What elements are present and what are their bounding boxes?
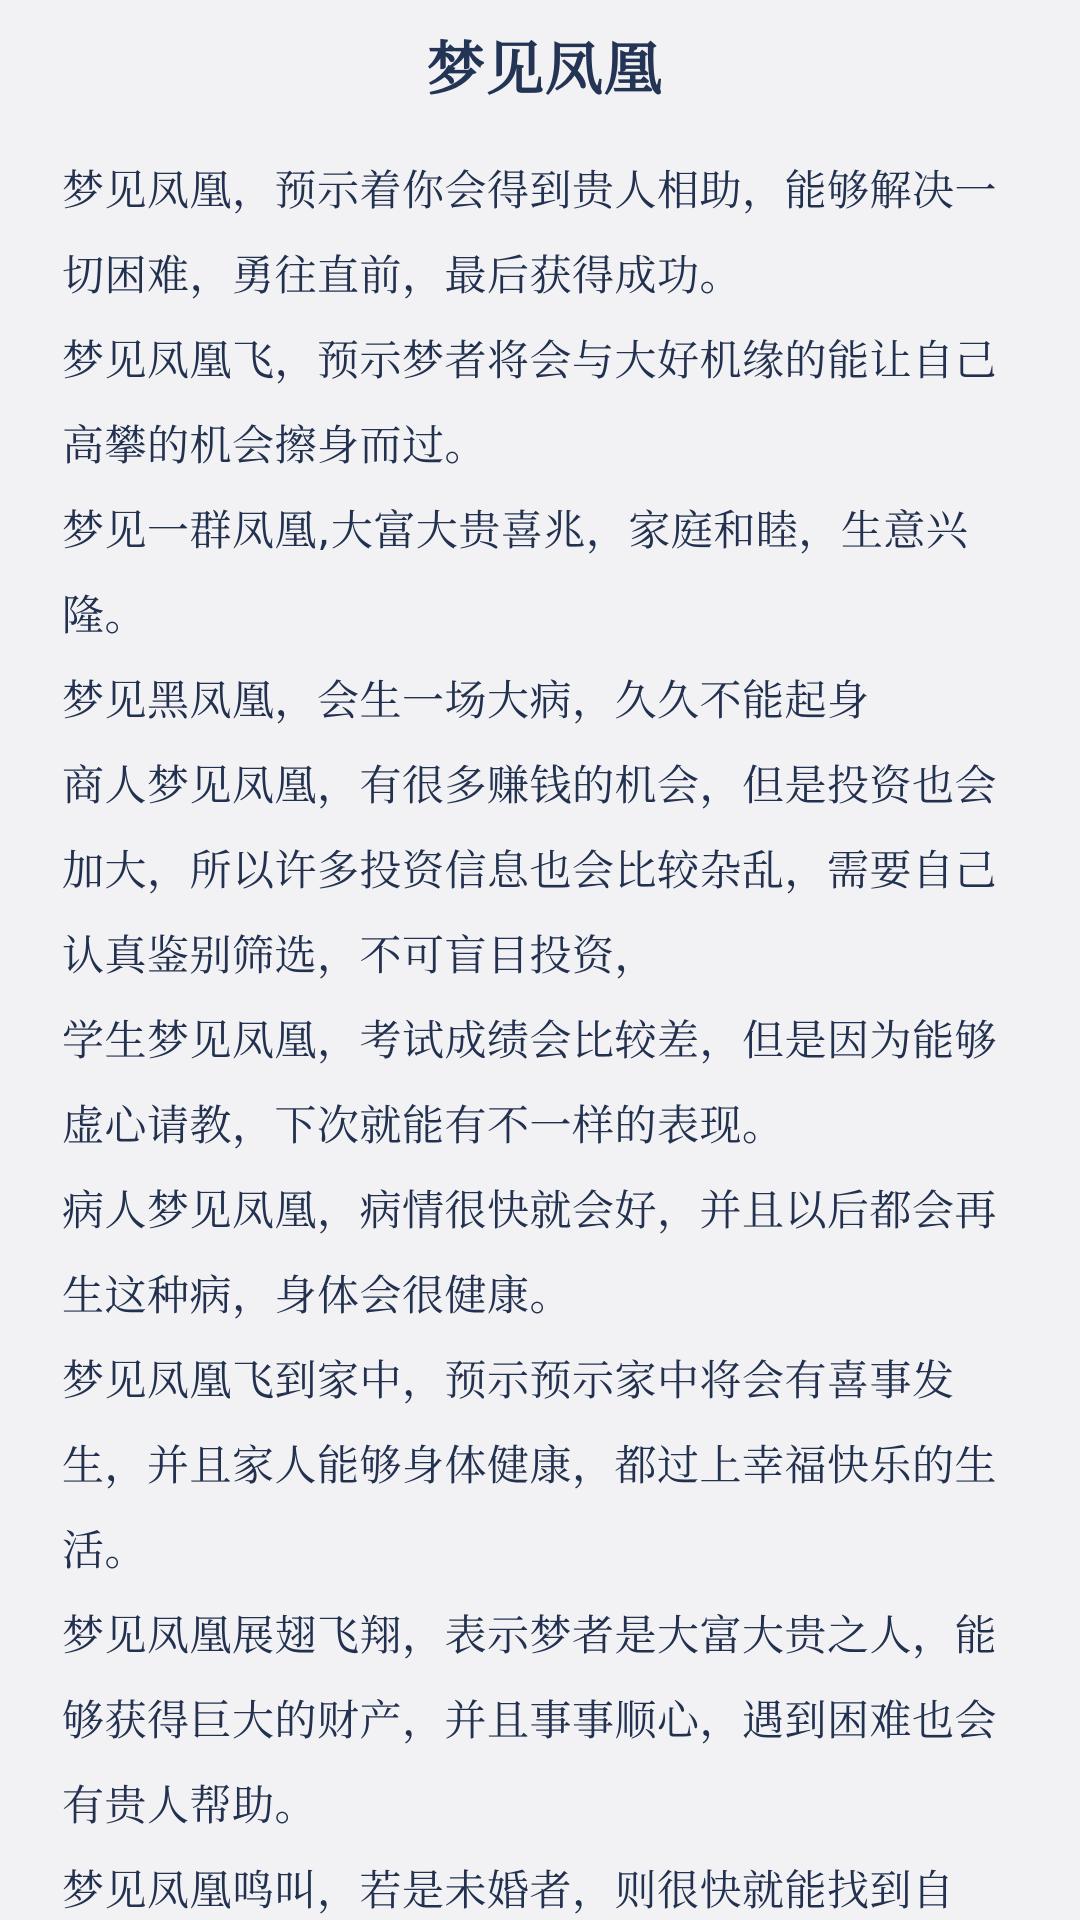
paragraph: 学生梦见凤凰，考试成绩会比较差，但是因为能够虚心请教，下次就能有不一样的表现。	[62, 1016, 998, 1150]
paragraph: 病人梦见凤凰，病情很快就会好，并且以后都会再生这种病，身体会很健康。	[62, 1186, 998, 1320]
paragraph: 梦见凤凰，预示着你会得到贵人相助，能够解决一切困难，勇往直前，最后获得成功。	[62, 166, 998, 300]
paragraph: 商人梦见凤凰，有很多赚钱的机会，但是投资也会加大，所以许多投资信息也会比较杂乱，需要自己认真鉴别筛选，不可盲目投资，	[62, 761, 998, 980]
paragraph: 梦见凤凰飞，预示梦者将会与大好机缘的能让自己高攀的机会擦身而过。	[62, 336, 998, 470]
paragraph: 梦见凤凰展翅飞翔，表示梦者是大富大贵之人，能够获得巨大的财产，并且事事顺心，遇到困难也会有贵人帮助。	[62, 1611, 998, 1830]
paragraph: 梦见凤凰飞到家中，预示预示家中将会有喜事发生，并且家人能够身体健康，都过上幸福快乐的生活。	[62, 1356, 998, 1575]
paragraph: 梦见凤凰鸣叫，若是未婚者，则很快就能找到自	[62, 1866, 955, 1915]
article-body	[62, 148, 1028, 1920]
paragraph: 梦见一群凤凰,大富大贵喜兆，家庭和睦，生意兴隆。	[62, 506, 969, 640]
paragraph: 梦见黑凤凰，会生一场大病，久久不能起身	[62, 676, 870, 725]
page-title: 梦见凤凰	[426, 35, 663, 103]
